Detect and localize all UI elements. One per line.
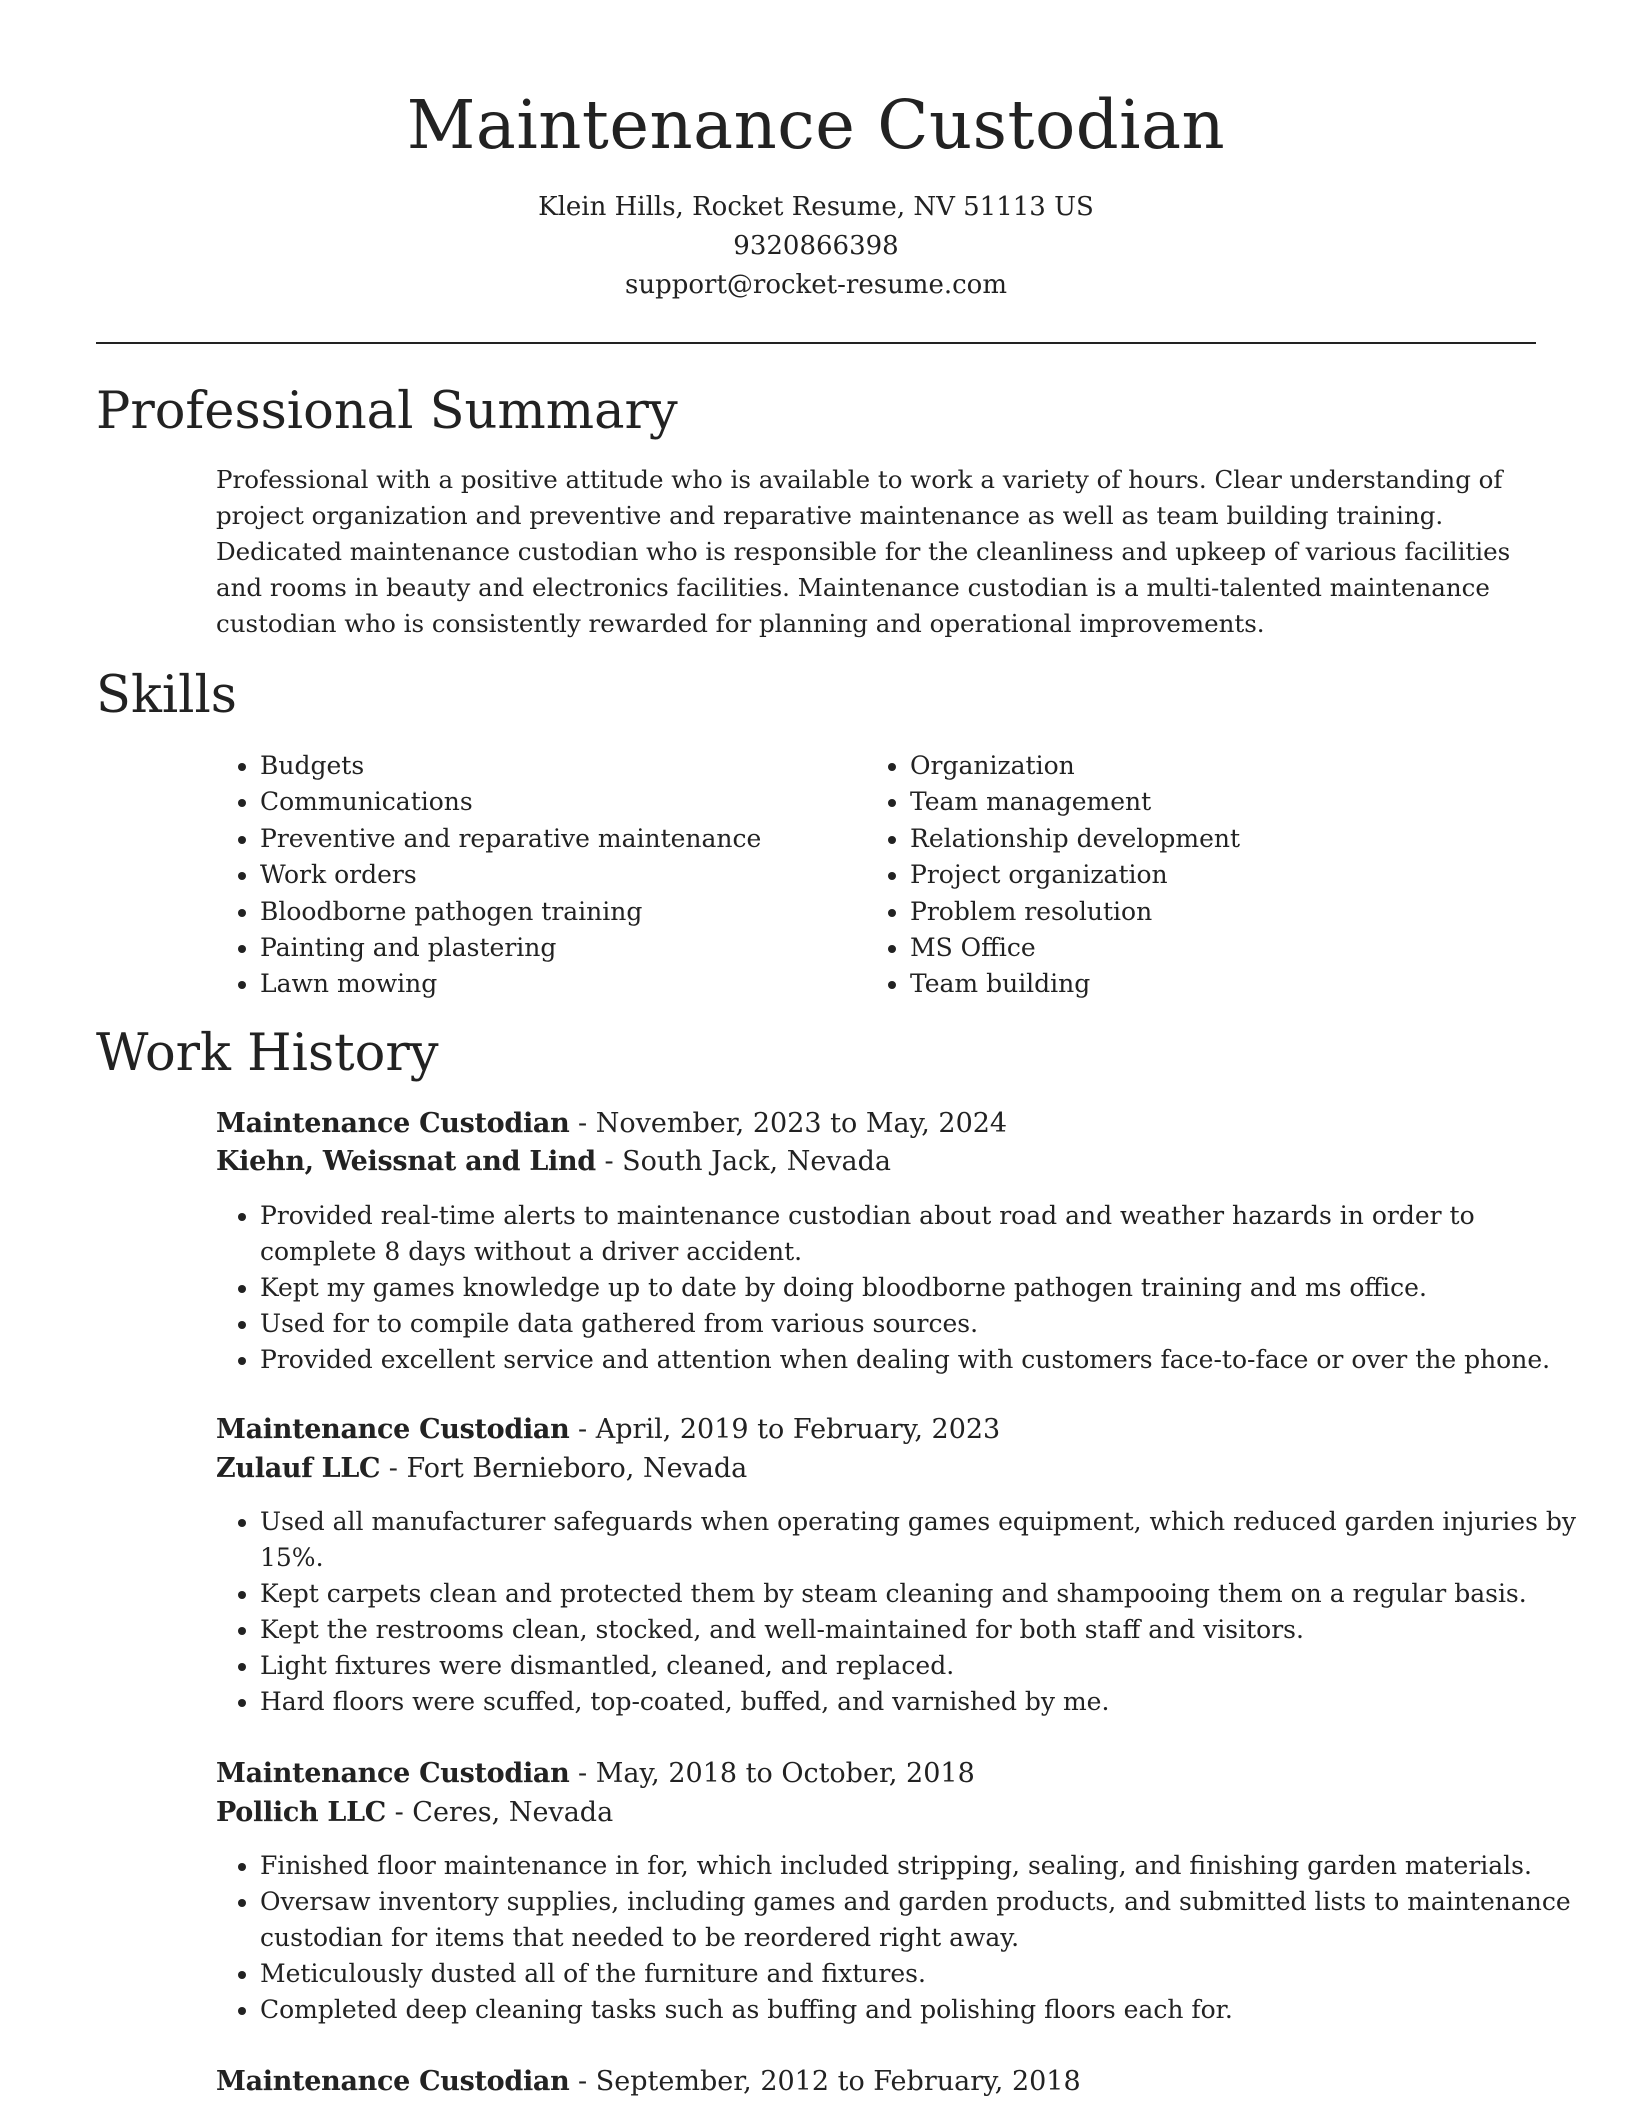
skill-item: • Team management (910, 784, 1510, 820)
skill-item: • Work orders (260, 857, 860, 893)
job-dates: - September, 2012 to February, 2018 (569, 2066, 1081, 2097)
job-bullet: • Kept the restrooms clean, stocked, and well-maintained for both staff and visitors. (260, 1612, 1580, 1648)
job-bullet: • Hard floors were scuffed, top-coated, buffed, and varnished by me. (260, 1684, 1580, 1720)
job-role: Maintenance Custodian (216, 1414, 570, 1445)
skill-item: • Project organization (910, 857, 1510, 893)
job-role: Maintenance Custodian (216, 2066, 570, 2097)
contact-info (0, 188, 1632, 305)
contact-address: Klein Hills, Rocket Resume, NV 51113 US (538, 192, 1094, 222)
summary-text: Professional with a positive attitude who is available to work a variety of hours. Clear understanding of project organization and preventive and reparative maintenance as well as team building training. Dedicated maintenance custodian who is responsible for the cleanliness and upkeep of various facilities and rooms in beauty and electronics facilities. Maintenance custodian is a multi-talented maintenance custodian who is consistently rewarded for planning and operational improvements. (216, 465, 1511, 638)
job-bullet: • Used for to compile data gathered from various sources. (260, 1306, 1580, 1342)
job-bullet: • Completed deep cleaning tasks such as buffing and polishing floors each for. (260, 1992, 1580, 2028)
job-company: Pollich LLC (216, 1797, 386, 1828)
skill-item: • Bloodborne pathogen training (260, 894, 860, 930)
job-company: Kiehn, Weissnat and Lind (216, 1146, 596, 1177)
skill-item: • Communications (260, 784, 860, 820)
job-bullet: • Kept my games knowledge up to date by doing bloodborne pathogen training and ms office. (260, 1270, 1580, 1306)
summary-heading: Professional Summary (96, 382, 678, 441)
skill-item: • Organization (910, 748, 1510, 784)
job-dates: - April, 2019 to February, 2023 (569, 1414, 1001, 1445)
job-bullet: • Provided excellent service and attention when dealing with customers face-to-face or over the phone. (260, 1342, 1580, 1378)
skill-item: • Problem resolution (910, 894, 1510, 930)
job-bullets (216, 1504, 1580, 1720)
candidate-name: Maintenance Custodian (406, 86, 1226, 164)
job-bullet: • Provided real-time alerts to maintenance custodian about road and weather hazards in order to complete 8 days without a driver accident. (260, 1198, 1580, 1270)
job-role: Maintenance Custodian (216, 1758, 570, 1789)
skill-item: • Relationship development (910, 821, 1510, 857)
skill-item: • Lawn mowing (260, 966, 860, 1002)
skill-item: • Preventive and reparative maintenance (260, 821, 860, 857)
job-bullet: • Meticulously dusted all of the furniture and fixtures. (260, 1956, 1580, 1992)
contact-email: support@rocket-resume.com (624, 270, 1007, 300)
job-bullet: • Light fixtures were dismantled, cleaned, and replaced. (260, 1648, 1580, 1684)
skills-heading: Skills (96, 666, 237, 725)
skill-item: • Budgets (260, 748, 860, 784)
job-bullet: • Oversaw inventory supplies, including games and garden products, and submitted lists to maintenance custodian for items that needed to be reordered right away. (260, 1884, 1580, 1956)
job-bullet: • Kept carpets clean and protected them by steam cleaning and shampooing them on a regular basis. (260, 1576, 1580, 1612)
job-company-line (216, 1793, 1536, 1833)
job-company-line (216, 1142, 1536, 1182)
resume-header (0, 84, 1632, 166)
job-title-line (216, 2062, 1536, 2102)
skills-list-right (866, 748, 1510, 1003)
skill-item: • MS Office (910, 930, 1510, 966)
contact-phone: 9320866398 (733, 231, 899, 261)
skills-list-left (216, 748, 860, 1003)
job-location: - South Jack, Nevada (595, 1146, 892, 1177)
job-dates: - May, 2018 to October, 2018 (569, 1758, 975, 1789)
header-divider (96, 342, 1536, 344)
job-location: - Ceres, Nevada (386, 1797, 614, 1828)
job-location: - Fort Bernieboro, Nevada (380, 1453, 748, 1484)
job-title-line (216, 1104, 1536, 1144)
job-title-line (216, 1754, 1536, 1794)
job-company-line (216, 1449, 1536, 1489)
job-bullets (216, 1848, 1580, 2028)
job-bullet: • Finished floor maintenance in for, which included stripping, sealing, and finishing garden materials. (260, 1848, 1580, 1884)
skill-item: • Team building (910, 966, 1510, 1002)
skill-item: • Painting and plastering (260, 930, 860, 966)
job-dates: - November, 2023 to May, 2024 (569, 1108, 1008, 1139)
job-company: Zulauf LLC (216, 1453, 381, 1484)
work-history-heading: Work History (96, 1024, 439, 1083)
job-role: Maintenance Custodian (216, 1108, 570, 1139)
job-bullets (216, 1198, 1580, 1378)
job-bullet: • Used all manufacturer safeguards when operating games equipment, which reduced garden injuries by 15%. (260, 1504, 1580, 1576)
job-title-line (216, 1410, 1536, 1450)
